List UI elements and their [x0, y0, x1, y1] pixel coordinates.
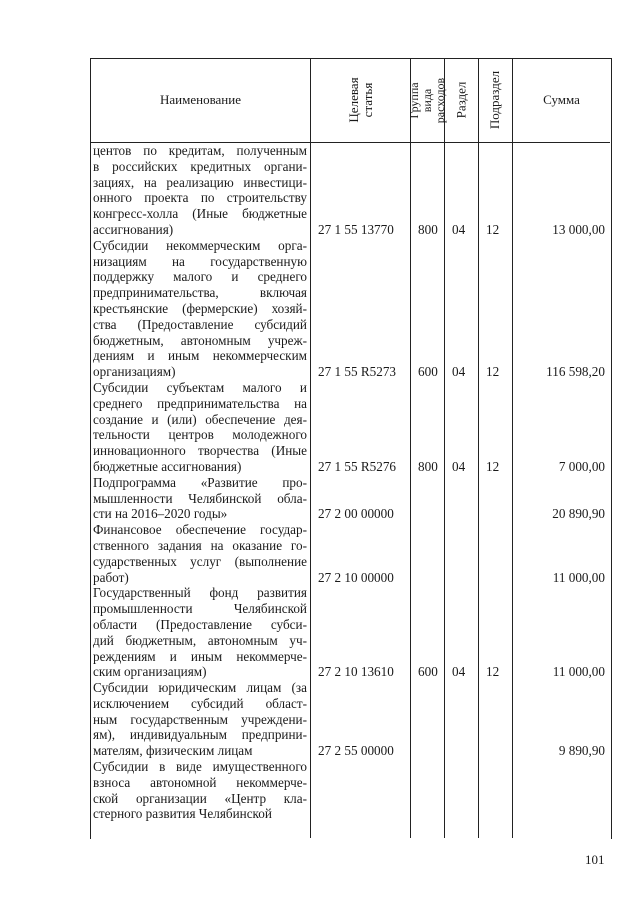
column-divider	[310, 58, 311, 838]
row-name-line: Субсидии в виде имущественного	[93, 759, 307, 775]
header-subsection-label: Подраздел	[487, 70, 503, 130]
column-divider	[512, 58, 513, 838]
row-name-line: Субсидии некоммерческим орга-	[93, 237, 307, 253]
row-subsection: 12	[486, 459, 500, 474]
row-name-line: в российских кредитных органи-	[93, 158, 307, 174]
row-name-line: мышленности Челябинской обла-	[93, 490, 307, 506]
row-name-line: тельности центров молодежного	[93, 427, 307, 443]
row-subsection: 12	[486, 364, 500, 380]
row-name-line: исключением субсидий област-	[93, 695, 307, 711]
header-sum-label: Сумма	[543, 92, 580, 107]
row-name-line: центов по кредитам, полученным	[93, 143, 307, 158]
row-name-line: сти на 2016–2020 годы»	[93, 506, 228, 522]
row-group: 600	[418, 664, 438, 680]
row-name-line: стерного развития Челябинской	[93, 806, 272, 822]
row-name-line: низациям на государственную	[93, 253, 307, 269]
row-group: 600	[418, 364, 438, 380]
row-name-line: ственного задания на оказание го-	[93, 537, 307, 553]
row-name-line: ям), индивидуальным предприни-	[93, 727, 307, 743]
row-name-line: инновационного творчества (Иные	[93, 443, 307, 459]
row-name-line: мателям, физическим лицам	[93, 743, 253, 759]
row-name-line: сударственных услуг (выполнение	[93, 553, 307, 569]
row-sum: 20 890,90	[552, 506, 605, 522]
row-name-line: Финансовое обеспечение государ-	[93, 522, 307, 538]
row-name-line: ассигнования)	[93, 221, 174, 237]
header-code-label: Целевая статья	[345, 77, 375, 123]
row-code: 27 2 10 13610	[318, 664, 394, 680]
row-name-line: крестьянские (фермерские) хозяй-	[93, 300, 307, 316]
row-sum: 11 000,00	[552, 664, 605, 680]
row-group: 800	[418, 222, 438, 237]
page-number: 101	[585, 852, 605, 867]
row-name-line: организациям)	[93, 364, 176, 380]
row-name-line: ства (Предоставление субсидий	[93, 316, 307, 332]
row-name-line: ской организации «Центр кла-	[93, 790, 307, 806]
row-name-line: Подпрограмма «Развитие про-	[93, 474, 307, 490]
row-name-line: онного проекта по строительству	[93, 190, 307, 206]
header-group-label: Группа вида расходов	[407, 77, 447, 123]
row-section: 04	[452, 364, 466, 380]
row-name-line: работ)	[93, 569, 129, 585]
row-sum: 11 000,00	[552, 569, 605, 585]
row-sum: 7 000,00	[558, 459, 605, 474]
row-code: 27 2 55 00000	[318, 743, 394, 759]
row-code: 27 1 55 R5276	[318, 459, 397, 474]
row-name-line: ным государственным учреждени-	[93, 711, 307, 727]
header-subsection	[479, 58, 512, 142]
header-section-label: Раздел	[453, 81, 469, 119]
header-code	[311, 58, 410, 142]
row-group: 800	[418, 459, 438, 474]
name-column	[93, 143, 307, 822]
row-sum: 9 890,90	[558, 743, 605, 759]
row-name-line: реждениям и иным некоммерче-	[93, 648, 307, 664]
column-divider	[478, 58, 479, 838]
header-group	[407, 58, 447, 142]
row-code: 27 2 00 00000	[318, 506, 394, 522]
row-name-line: бюджетные ассигнования)	[93, 458, 242, 474]
header-sum	[513, 58, 610, 142]
column-divider	[444, 58, 445, 838]
row-name-line: дий бюджетным, автономным уч-	[93, 632, 307, 648]
row-section: 04	[452, 222, 466, 237]
row-code: 27 2 10 00000	[318, 569, 394, 585]
row-name-line: среднего предпринимательства на	[93, 395, 307, 411]
row-name-line: Государственный фонд развития	[93, 585, 307, 601]
row-code: 27 1 55 R5273	[318, 364, 397, 380]
column-divider	[410, 58, 411, 838]
row-name-line: бюджетным, автономным учреж-	[93, 332, 307, 348]
row-code: 27 1 55 13770	[318, 222, 394, 237]
row-section: 04	[452, 459, 466, 474]
row-name-line: предпринимательства, включая	[93, 285, 307, 301]
header-name-label: Наименование	[160, 92, 241, 107]
header-section	[445, 58, 478, 142]
row-name-line: поддержку малого и среднего	[93, 269, 307, 285]
row-name-line: Субсидии юридическим лицам (за	[93, 680, 307, 696]
row-subsection: 12	[486, 664, 500, 680]
row-name-line: ским организациям)	[93, 664, 207, 680]
row-sum: 13 000,00	[552, 222, 605, 237]
row-name-line: области (Предоставление субси-	[93, 616, 307, 632]
row-name-line: взноса автономной некоммерче-	[93, 774, 307, 790]
header-name	[91, 58, 310, 142]
row-name-line: Субсидии субъектам малого и	[93, 379, 307, 395]
row-section: 04	[452, 664, 466, 680]
row-name-line: создание и (или) обеспечение дея-	[93, 411, 307, 427]
row-subsection: 12	[486, 222, 500, 237]
row-sum: 116 598,20	[546, 364, 605, 380]
row-name-line: зациях, на реализацию инвестици-	[93, 174, 307, 190]
row-name-line: дениям и иным некоммерческим	[93, 348, 307, 364]
row-name-line: конгресс-холла (Иные бюджетные	[93, 206, 307, 222]
row-name-line: промышленности Челябинской	[93, 601, 307, 617]
